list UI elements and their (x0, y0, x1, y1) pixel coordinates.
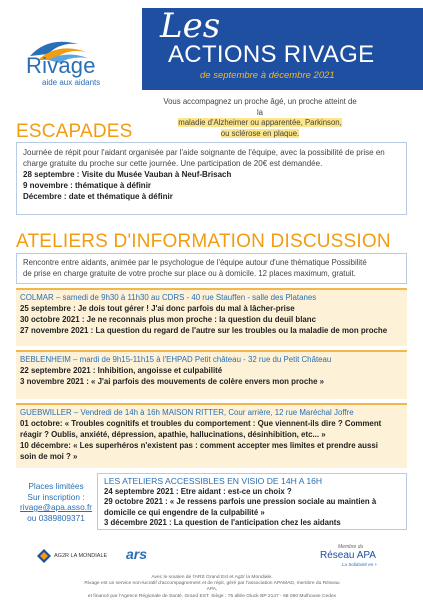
visio-box (97, 473, 407, 530)
registration-info (20, 481, 92, 523)
logo-tagline: aide aux aidants (42, 78, 101, 87)
places-line: Sur inscription : (27, 491, 85, 502)
list-item: 24 septembre 2021 : Etre aidant : est-ce un choix ? (104, 486, 292, 496)
intro-line: Vous accompagnez un proche âgé, un proche atteint de la (163, 97, 357, 117)
escapades-date: 28 septembre : Visite du Musée Vauban à Neuf-Brisach (23, 170, 232, 179)
escapades-title: ESCAPADES (16, 121, 133, 142)
guebwiller-section (16, 403, 407, 468)
footer-line: et financé par l'Agence Régionale de Santé, Grand EST. Siège : 75 allée Gluck BP 2147 - 68 060 Mulhouse Cedex (87, 593, 337, 599)
intro-line: ou sclérose en plaque. (220, 128, 300, 138)
footer-line: Avec le soutien de l'ARS Grand Est et Ag2r la Mondiale. (151, 575, 273, 580)
guebwiller-heading: GUEBWILLER – Vendredi de 14h à 16h MAISON RITTER, Cour arrière, 12 rue Maréchal Joffre (20, 408, 354, 417)
ag2r-logo-icon (36, 548, 52, 564)
footer-text (82, 575, 342, 600)
footer-line: Rivage est un service non-lucratif d'accompagnement et de répit, géré par l'association APAMAD, membre du Réseau APA, (84, 581, 340, 593)
intro-line: maladie d'Alzheimer ou apparentée, Parkinson, (178, 118, 342, 127)
colmar-heading: COLMAR – samedi de 9h30 à 11h30 au CDRS - 40 rue Stauffen - salle des Platanes (20, 293, 317, 302)
list-item: 25 septembre : Je dois tout gérer ! J'ai donc parfois du mal à lâcher-prise (20, 304, 295, 313)
ateliers-title: ATELIERS D'INFORMATION DISCUSSION (16, 231, 391, 252)
list-item: 30 octobre 2021 : Je ne reconnais plus mon proche : la question du deuil blanc (20, 315, 316, 324)
list-item: 29 octobre 2021 : « Je ressens parfois une pression sociale au maintien à (104, 497, 377, 506)
escapades-date: Décembre : date et thématique à définir (23, 192, 173, 201)
ars-logo: ars (126, 546, 148, 562)
header-dates: de septembre à décembre 2021 (200, 70, 335, 81)
ateliers-box (16, 253, 407, 284)
logo-name: Rivage (26, 53, 96, 78)
phone-number: ou 0389809371 (27, 512, 85, 523)
list-item: soin de moi ? » (20, 452, 78, 461)
page-title: ACTIONS RIVAGE (168, 41, 375, 68)
ag2r-logo-text: AG2R LA MONDIALE (54, 553, 108, 559)
list-item: 3 novembre 2021 : « J'ai parfois des mouvements de colère envers mon proche » (20, 377, 325, 386)
ateliers-desc: Rencontre entre aidants, animée par le psychologue de l'équipe autour d'une thématique Possibilité (23, 258, 367, 267)
list-item: 01 octobre: « Troubles cognitifs et troubles du comportement : Que viennent-ils dire ? Comment (20, 419, 382, 428)
escapades-desc: Journée de répit pour l'aidant organisée par l'aide soignante de l'équipe, avec la possibilité de prise en (23, 148, 385, 157)
list-item: domicile ce qui engendre de la culpabilité » (104, 507, 265, 517)
email-link[interactable]: rivage@apa.asso.fr (20, 502, 93, 512)
ateliers-desc: de prise en charge gratuite de votre proche sur place ou à domicile. 12 places maximum, gratuit. (23, 269, 356, 278)
reseau-tag: La Solidarité en + (342, 562, 378, 567)
beblenheim-heading: BEBLENHEIM – mardi de 9h15-11h15 à l'EHPAD Petit château - 32 rue du Petit Château (20, 355, 332, 364)
visio-title: LES ATELIERS ACCESSIBLES EN VISIO DE 14H A 16H (104, 476, 323, 486)
reseau-apa-logo: Réseau APA (320, 550, 376, 561)
places-line: Places limitées (28, 481, 84, 491)
escapades-box (16, 142, 407, 215)
colmar-section (16, 288, 407, 346)
list-item: 10 décembre: « Les superhéros n'existent pas : comment accepter mes limites et prendre aussi (20, 441, 378, 450)
escapades-date: 9 novembre : thématique à définir (23, 181, 152, 190)
header-les: Les (160, 6, 221, 46)
list-item: réagir ? Oublis, anxiété, dépression, apathie, hallucinations, désinhibition, etc... » (20, 430, 326, 439)
list-item: 27 novembre 2021 : La question du regard de l'autre sur les troubles ou la maladie de mon proche (20, 326, 388, 335)
list-item: 3 décembre 2021 : La question de l'anticipation chez les aidants (104, 518, 341, 527)
intro-text (160, 97, 360, 139)
escapades-desc: charge gratuite du proche sur cette journée. Une participation de 20€ est demandée. (23, 159, 323, 168)
beblenheim-section (16, 350, 407, 399)
reseau-small: Membre du (338, 544, 364, 550)
list-item: 22 septembre 2021 : Inhibition, angoisse et culpabilité (20, 366, 223, 375)
